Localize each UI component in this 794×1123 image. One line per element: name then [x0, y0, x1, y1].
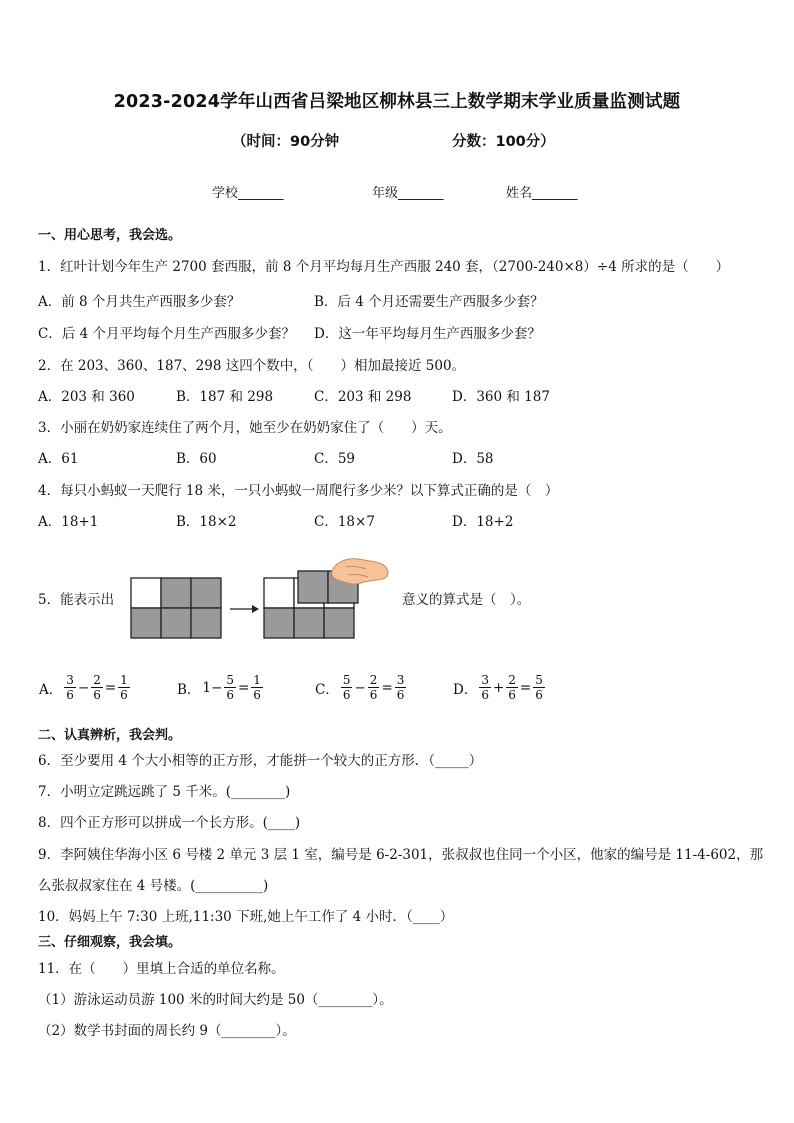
q5-option-d: D． $\frac{3}{6}$ + $\frac{2}{6}$ = $\frac{5}{6}$	[453, 673, 543, 702]
q10: 10．妈妈上午 7:30 上班,11:30 下班,她上午工作了 4 小时．（____）	[38, 909, 454, 925]
q1-option-a: A．前 8 个月共生产西服多少套？	[38, 294, 241, 310]
q2-option-a: A．203 和 360	[38, 389, 135, 405]
q4-option-a: A．18+1	[38, 514, 99, 530]
q3-option-c: C．59	[314, 451, 356, 467]
q5-suffix: 意义的算式是（ ）。	[402, 592, 531, 608]
q1-option-b: B．后 4 个月还需要生产西服多少套？	[314, 294, 544, 310]
page-title: 2023-2024学年山西省吕梁地区柳林县三上数学期末学业质量监测试题	[113, 92, 681, 112]
q2-option-b: B．187 和 298	[176, 389, 274, 405]
q5-option-c: C． $\frac{5}{6}$ − $\frac{2}{6}$ = $\frac{3}{6}$	[315, 673, 405, 702]
q4-option-b: B．18×2	[176, 514, 237, 530]
q3-stem: 3．小丽在奶奶家连续住了两个月，她至少在奶奶家住了（ ）天。	[38, 420, 452, 436]
q4-stem: 4．每只小蚂蚁一天爬行 18 米，一只小蚂蚁一周爬行多少米？以下算式正确的是（ ）	[38, 483, 559, 499]
q5-prefix: 5．能表示出	[38, 592, 115, 608]
q8: 8．四个正方形可以拼成一个长方形。(____)	[38, 815, 301, 831]
q3-option-a: A．61	[38, 451, 79, 467]
q11-part-1: （1）游泳运动员游 100 米的时间大约是 50（________）。	[38, 992, 393, 1008]
q7: 7．小明立定跳远跳了 5 千米。(________)	[38, 784, 291, 800]
q6: 6．至少要用 4 个大小相等的正方形，才能拼一个较大的正方形．（_____）	[38, 753, 483, 769]
q4-option-d: D．18+2	[452, 514, 514, 530]
q9-line2: 么张叔叔家住在 4 号楼。(__________)	[38, 878, 269, 894]
q2-stem: 2．在 203、360、187、298 这四个数中，（ ）相加最接近 500。	[38, 358, 466, 374]
q5-option-b: B． 1− $\frac{5}{6}$ = $\frac{1}{6}$	[177, 673, 261, 702]
left-grid	[131, 578, 221, 638]
hand-icon	[331, 559, 388, 584]
q3-option-d: D．58	[452, 451, 494, 467]
q9-line1: 9．李阿姨住华海小区 6 号楼 2 单元 3 层 1 室，编号是 6-2-301，张叔叔也住同一个小区，他家的编号是 11-4-602，那	[38, 847, 764, 863]
q2-option-d: D．360 和 187	[452, 389, 550, 405]
section-2-heading: 二、认真辨析，我会判。	[38, 728, 182, 743]
q4-option-c: C．18×7	[314, 514, 375, 530]
exam-time: （时间：90分钟	[232, 134, 340, 150]
q5-grid-figure	[126, 555, 392, 647]
q3-option-b: B．60	[176, 451, 217, 467]
q11-part-2: （2）数学书封面的周长约 9（________）。	[38, 1023, 296, 1039]
q1-option-c: C．后 4 个月平均每个月生产西服多少套？	[38, 326, 296, 342]
q11: 11．在（ ）里填上合适的单位名称。	[38, 961, 285, 977]
q5-option-a: A． $\frac{3}{6}$ − $\frac{2}{6}$ = $\frac{1}{6}$	[39, 673, 128, 702]
school-field: 学校_______	[212, 186, 284, 201]
section-3-heading: 三、仔细观察，我会填。	[38, 935, 182, 950]
q2-option-c: C．203 和 298	[314, 389, 412, 405]
q1-option-d: D．这一年平均每月生产西服多少套？	[314, 326, 541, 342]
exam-score: 分数：100分）	[452, 134, 555, 150]
q1-stem: 1．红叶计划今年生产 2700 套西服，前 8 个月平均每月生产西服 240 套，（2700-240×8）÷4 所求的是（ ）	[38, 259, 730, 275]
name-field: 姓名_______	[506, 186, 578, 201]
section-1-heading: 一、用心思考，我会选。	[38, 228, 182, 243]
grade-field: 年级_______	[372, 186, 444, 201]
arrow-icon	[230, 605, 259, 613]
